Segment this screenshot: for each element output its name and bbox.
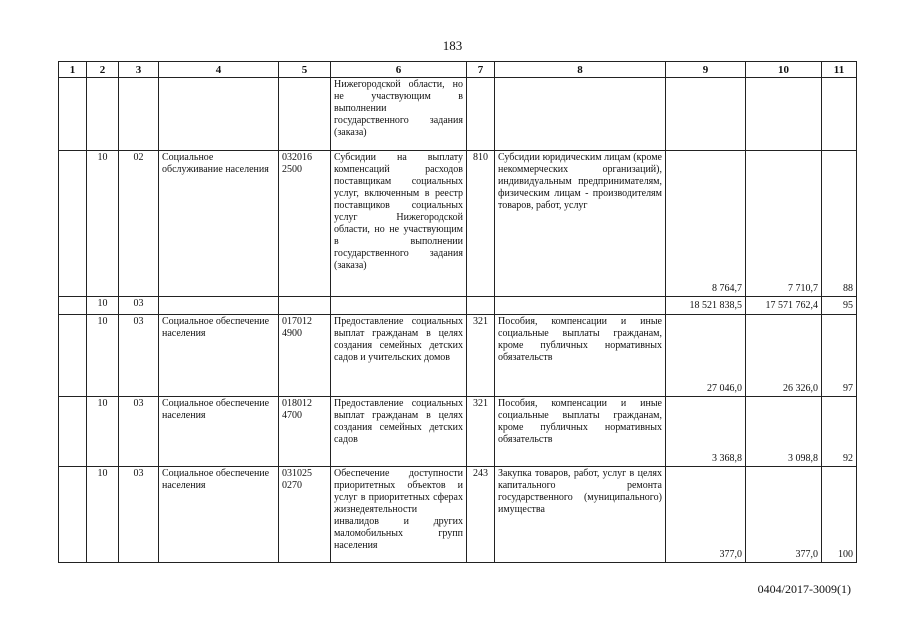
col-header-7: 7: [467, 62, 495, 78]
cell-percent: 92: [822, 397, 857, 467]
cell-subsection: [119, 78, 159, 151]
table-row: [59, 467, 857, 563]
col-header-2: 2: [87, 62, 119, 78]
cell-section-name: Социальное обслуживание населения: [159, 151, 279, 297]
cell-planned-amount: [666, 78, 746, 151]
table-row: [59, 151, 857, 297]
col-header-1: 1: [59, 62, 87, 78]
cell-expense-type-code: 810: [467, 151, 495, 297]
cell-subsection: 03: [119, 297, 159, 315]
cell-subsection: 03: [119, 397, 159, 467]
cell-expense-type-name: [495, 78, 666, 151]
cell-expense-type-code: [467, 297, 495, 315]
cell-expense-type-code: [467, 78, 495, 151]
cell-target-code: 018012 4700: [279, 397, 331, 467]
cell-section: 10: [87, 397, 119, 467]
cell-col1: [59, 315, 87, 397]
budget-table: [58, 61, 857, 563]
cell-col1: [59, 397, 87, 467]
cell-target-code: [279, 297, 331, 315]
cell-expense-type-code: 243: [467, 467, 495, 563]
col-header-8: 8: [495, 62, 666, 78]
cell-col1: [59, 78, 87, 151]
cell-planned-amount: 18 521 838,5: [666, 297, 746, 315]
cell-target-code: [279, 78, 331, 151]
cell-target-name: Предоставление социальных выплат гражданам в целях создания семейных детских садов и учительских домов: [331, 315, 467, 397]
cell-expense-type-name: Закупка товаров, работ, услуг в целях капитального ремонта государственного (муниципального) имущества: [495, 467, 666, 563]
cell-subsection: 03: [119, 467, 159, 563]
cell-section: [87, 78, 119, 151]
cell-percent: 88: [822, 151, 857, 297]
cell-target-name: Нижегородской области, но не участвующим в выполнении государственного задания (заказа): [331, 78, 467, 151]
cell-expense-type-name: Субсидии юридическим лицам (кроме некоммерческих организаций), индивидуальным предпринимателям, физическим лицам - производителям товаров, работ, услуг: [495, 151, 666, 297]
cell-target-code: 032016 2500: [279, 151, 331, 297]
document-code: 0404/2017-3009(1): [757, 582, 851, 596]
cell-target-code: 031025 0270: [279, 467, 331, 563]
cell-expense-type-name: [495, 297, 666, 315]
col-header-3: 3: [119, 62, 159, 78]
col-header-5: 5: [279, 62, 331, 78]
col-header-10: 10: [746, 62, 822, 78]
table-row: [59, 78, 857, 151]
cell-percent: 100: [822, 467, 857, 563]
cell-col1: [59, 297, 87, 315]
cell-section-name: [159, 78, 279, 151]
cell-target-name: [331, 297, 467, 315]
cell-percent: 95: [822, 297, 857, 315]
cell-subsection: 02: [119, 151, 159, 297]
cell-section: 10: [87, 151, 119, 297]
cell-expense-type-name: Пособия, компенсации и иные социальные выплаты гражданам, кроме публичных нормативных обязательств: [495, 397, 666, 467]
cell-target-name: Обеспечение доступности приоритетных объектов и услуг в приоритетных сферах жизнедеятельности инвалидов и других маломобильных групп населения: [331, 467, 467, 563]
cell-section-name: Социальное обеспечение населения: [159, 397, 279, 467]
cell-actual-amount: 7 710,7: [746, 151, 822, 297]
col-header-6: 6: [331, 62, 467, 78]
cell-expense-type-code: 321: [467, 397, 495, 467]
cell-planned-amount: 377,0: [666, 467, 746, 563]
table-row-subtotal: [59, 297, 857, 315]
cell-percent: [822, 78, 857, 151]
cell-section-name: [159, 297, 279, 315]
cell-actual-amount: 17 571 762,4: [746, 297, 822, 315]
cell-section-name: Социальное обеспечение населения: [159, 315, 279, 397]
cell-target-name: Предоставление социальных выплат гражданам в целях создания семейных детских садов: [331, 397, 467, 467]
cell-planned-amount: 3 368,8: [666, 397, 746, 467]
page-number: 183: [442, 38, 463, 53]
cell-actual-amount: 26 326,0: [746, 315, 822, 397]
cell-expense-type-code: 321: [467, 315, 495, 397]
col-header-9: 9: [666, 62, 746, 78]
cell-actual-amount: 3 098,8: [746, 397, 822, 467]
cell-actual-amount: 377,0: [746, 467, 822, 563]
cell-subsection: 03: [119, 315, 159, 397]
cell-expense-type-name: Пособия, компенсации и иные социальные выплаты гражданам, кроме публичных нормативных обязательств: [495, 315, 666, 397]
cell-planned-amount: 27 046,0: [666, 315, 746, 397]
cell-section-name: Социальное обеспечение населения: [159, 467, 279, 563]
col-header-11: 11: [822, 62, 857, 78]
cell-section: 10: [87, 467, 119, 563]
cell-section: 10: [87, 315, 119, 397]
cell-percent: 97: [822, 315, 857, 397]
cell-col1: [59, 151, 87, 297]
cell-section: 10: [87, 297, 119, 315]
cell-target-code: 017012 4900: [279, 315, 331, 397]
table-row: [59, 315, 857, 397]
header-row: [59, 62, 857, 78]
cell-col1: [59, 467, 87, 563]
col-header-4: 4: [159, 62, 279, 78]
cell-actual-amount: [746, 78, 822, 151]
cell-planned-amount: 8 764,7: [666, 151, 746, 297]
table-row: [59, 397, 857, 467]
cell-target-name: Субсидии на выплату компенсаций расходов поставщикам социальных услуг, включенным в реестр поставщиков социальных услуг Нижегородской области, но не участвующим в выполнении государственного задания (заказа): [331, 151, 467, 297]
